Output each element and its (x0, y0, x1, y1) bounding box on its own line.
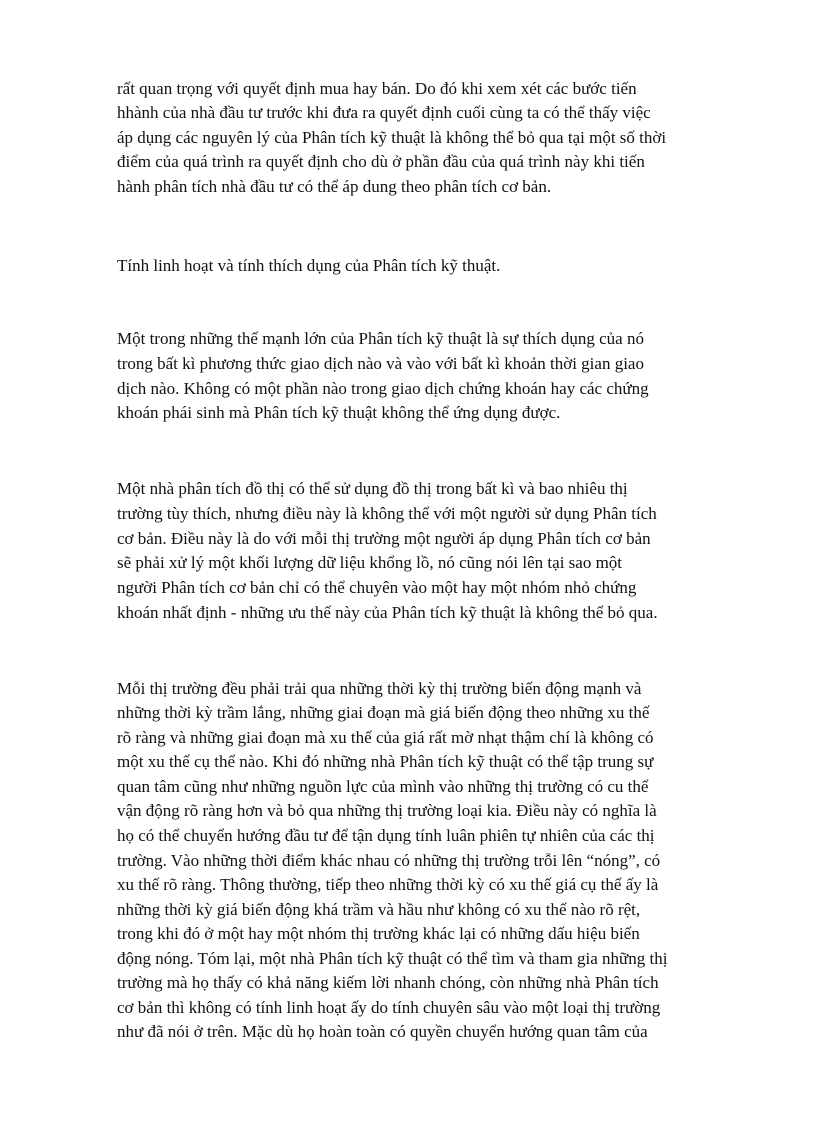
text-line: Một trong những thế mạnh lớn của Phân tích kỹ thuật là sự thích dụng của nó (117, 329, 644, 348)
text-line: hhành của nhà đầu tư trước khi đưa ra quyết định cuối cùng ta có thể thấy việc (117, 103, 651, 122)
text-line: người Phân tích cơ bản chỉ có thể chuyên vào một hay một nhóm nhỏ chứng (117, 578, 637, 597)
text-line: rõ ràng và những giai đoạn mà xu thế của giá rất mờ nhạt thậm chí là không có (117, 728, 654, 747)
text-line: trường mà họ thấy có khả năng kiếm lời nhanh chóng, còn những nhà Phân tích (117, 973, 659, 992)
text-line: như đã nói ở trên. Mặc dù họ hoàn toàn có quyền chuyển hướng quan tâm của (117, 1022, 648, 1041)
text-line: cơ bản. Điều này là do với mỗi thị trường một người áp dụng Phân tích cơ bản (117, 529, 651, 548)
text-line: một xu thế cụ thể nào. Khi đó những nhà Phân tích kỹ thuật có thể tập trung sự (117, 752, 654, 771)
text-line: sẽ phải xử lý một khối lượng dữ liệu khổng lồ, nó cũng nói lên tại sao một (117, 553, 623, 572)
text-line: hành phân tích nhà đầu tư có thể áp dung theo phân tích cơ bản. (117, 177, 552, 196)
text-line: trường. Vào những thời điểm khác nhau có những thị trường trỗi lên “nóng”, có (117, 851, 661, 870)
text-line: điểm của quá trình ra quyết định cho dù ở phần đầu của quá trình này khi tiến (117, 152, 645, 171)
text-line: quan tâm cũng như những nguồn lực của mình vào những thị trường có cu thể (117, 777, 649, 796)
text-line: những thời kỳ trầm lắng, những giai đoạn mà giá biến động theo những xu thế (117, 703, 650, 722)
text-line: khoán phái sinh mà Phân tích kỹ thuật không thể ứng dụng được. (117, 403, 561, 422)
text-line: động nóng. Tóm lại, một nhà Phân tích kỹ thuật có thể tìm và tham gia những thị (117, 949, 668, 968)
text-line: trường tùy thích, nhưng điều này là không thể với một người sử dụng Phân tích (117, 504, 657, 523)
text-line: áp dụng các nguyên lý của Phân tích kỹ thuật là không thể bỏ qua tại một số thời (117, 128, 667, 147)
text-line: khoán nhất định - những ưu thế này của Phân tích kỹ thuật là không thể bỏ qua. (117, 603, 658, 622)
text-line: rất quan trọng với quyết định mua hay bán. Do đó khi xem xét các bước tiến (117, 79, 637, 98)
text-line: Mỗi thị trường đều phải trải qua những thời kỳ thị trường biến động mạnh và (117, 679, 642, 698)
text-line: xu thế rõ ràng. Thông thường, tiếp theo những thời kỳ có xu thế giá cụ thể ấy là (117, 875, 659, 894)
text-line: trong khi đó ở một hay một nhóm thị trường khác lại có những dấu hiệu biến (117, 924, 640, 943)
text-line: trong bất kì phương thức giao dịch nào và vào với bất kì khoản thời gian giao (117, 354, 644, 373)
text-line: cơ bản thì không có tính linh hoạt ấy do tính chuyên sâu vào một loại thị trường (117, 998, 661, 1017)
text-line: những thời kỳ giá biến động khá trầm và hầu như không có xu thế nào rõ rệt, (117, 900, 641, 919)
text-line: vận động rõ ràng hơn và bỏ qua những thị trường loại kia. Điều này có nghĩa là (117, 801, 657, 820)
text-line: Một nhà phân tích đồ thị có thể sử dụng đồ thị trong bất kì và bao nhiêu thị (117, 479, 628, 498)
text-line: dịch nào. Không có một phần nào trong giao dịch chứng khoán hay các chứng (117, 379, 649, 398)
section-heading: Tính linh hoạt và tính thích dụng của Phân tích kỹ thuật. (117, 256, 501, 275)
text-line: họ có thể chuyển hướng đầu tư để tận dụng tính luân phiên tự nhiên của các thị (117, 826, 655, 845)
